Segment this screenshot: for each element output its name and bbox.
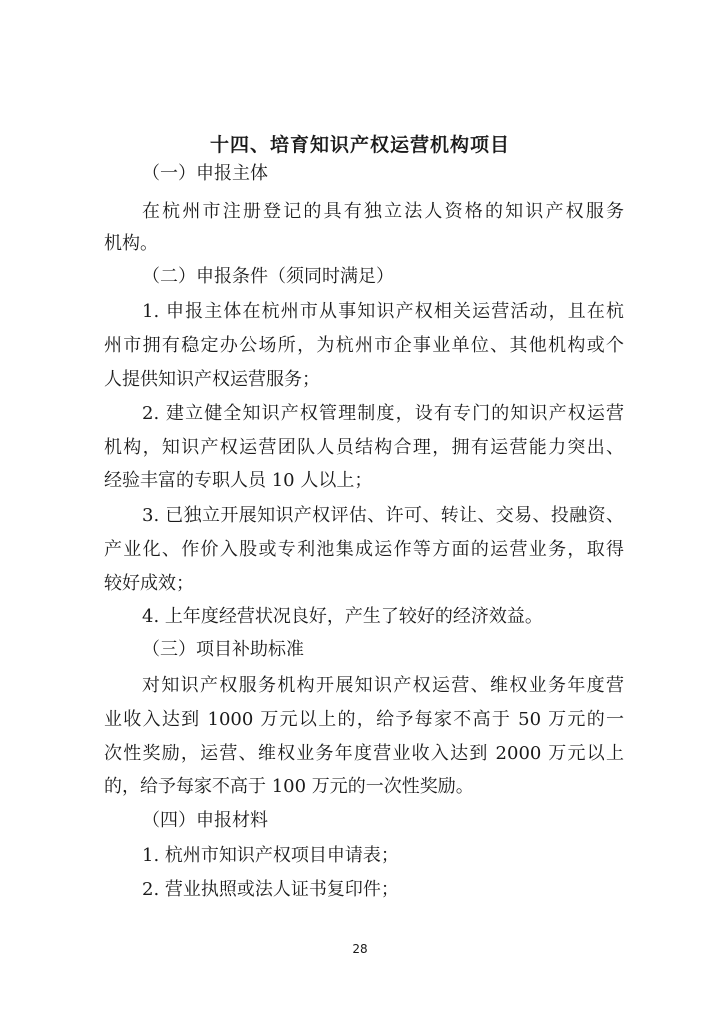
paragraph-line: 人提供知识产权运营服务； — [104, 369, 320, 390]
paragraph-line: 机构，知识产权运营团队人员结构合理，拥有运营能力突出、 — [104, 437, 624, 458]
paragraph-line: 州市拥有稳定办公场所，为杭州市企事业单位、其他机构或个 — [104, 335, 624, 356]
heading-materials: （四）申报材料 — [142, 810, 268, 831]
paragraph-line: 次性奖励，运营、维权业务年度营业收入达到 2000 万元以上 — [104, 743, 624, 764]
section-title: 十四、培育知识产权运营机构项目 — [209, 134, 510, 156]
heading-applicant: （一）申报主体 — [142, 163, 268, 184]
paragraph-line: 对知识产权服务机构开展知识产权运营、维权业务年度营 — [142, 675, 624, 696]
paragraph-line: 4. 上年度经营状况良好，产生了较好的经济效益。 — [142, 606, 543, 627]
paragraph-line: 经验丰富的专职人员 10 人以上； — [104, 470, 373, 491]
paragraph-line: 的，给予每家不高于 100 万元的一次性奖励。 — [104, 776, 474, 797]
heading-conditions: （二）申报条件（须同时满足） — [142, 266, 394, 287]
paragraph-line: 2. 营业执照或法人证书复印件； — [142, 879, 399, 900]
paragraph-line: 3. 已独立开展知识产权评估、许可、转让、交易、投融资、 — [142, 505, 624, 526]
heading-subsidy: （三）项目补助标准 — [142, 639, 304, 660]
page-number: 28 — [352, 942, 368, 956]
paragraph-line: 1. 申报主体在杭州市从事知识产权相关运营活动，且在杭 — [142, 301, 624, 322]
paragraph-line: 产业化、作价入股或专利池集成运作等方面的运营业务，取得 — [104, 539, 624, 560]
paragraph-line: 机构。 — [104, 233, 158, 254]
paragraph-line: 业收入达到 1000 万元以上的，给予每家不高于 50 万元的一 — [104, 709, 624, 730]
paragraph-line: 1. 杭州市知识产权项目申请表； — [142, 845, 399, 866]
paragraph-line: 2. 建立健全知识产权管理制度，设有专门的知识产权运营 — [142, 403, 624, 424]
paragraph-line: 在杭州市注册登记的具有独立法人资格的知识产权服务 — [142, 201, 624, 222]
paragraph-line: 较好成效； — [104, 573, 194, 594]
